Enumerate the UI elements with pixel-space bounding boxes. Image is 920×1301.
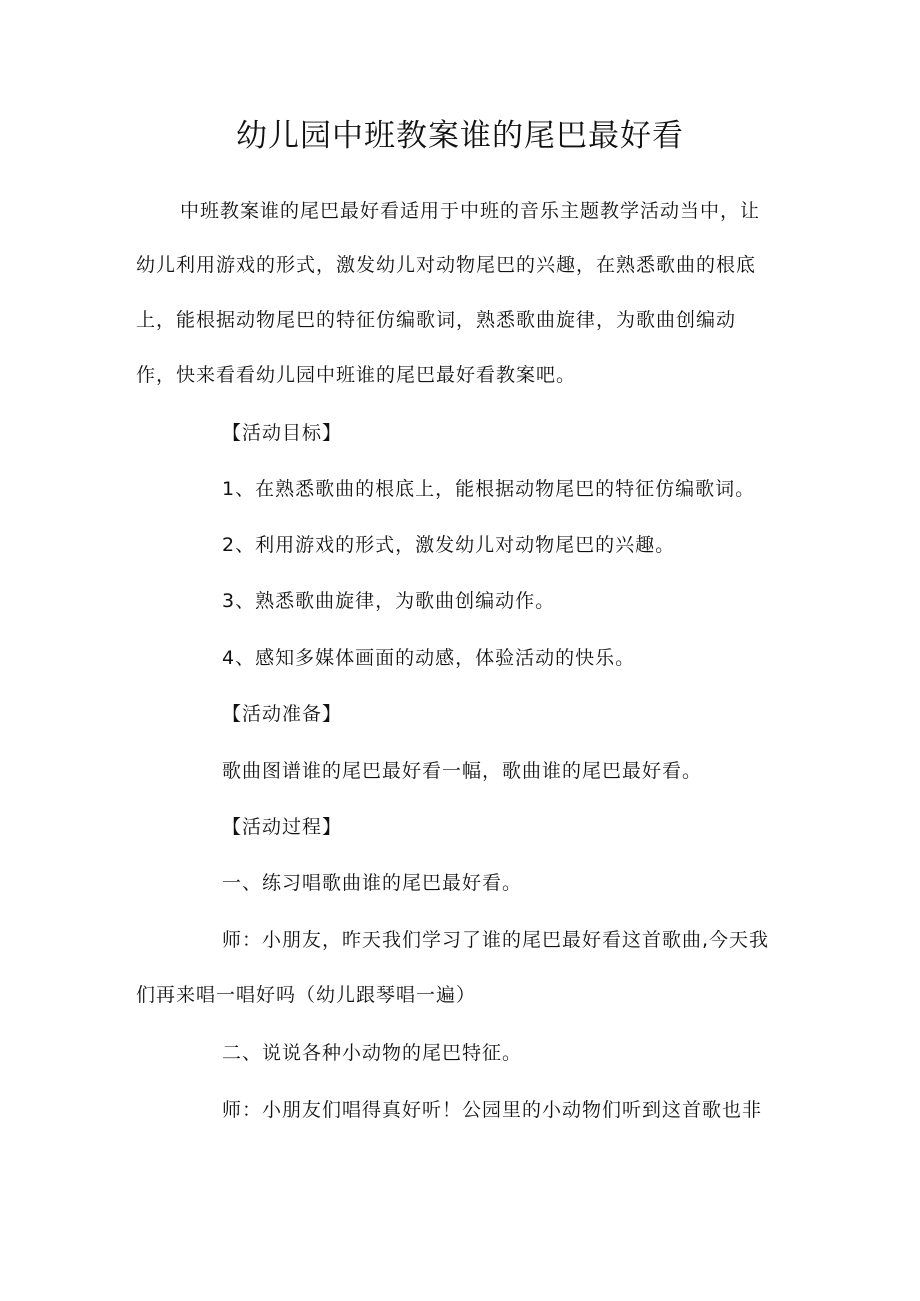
step1-text-line-2: 们再来唱一唱好吗（幼儿跟琴唱一遍） [136, 984, 477, 1006]
goal-item-2: 2、利用游戏的形式，激发幼儿对动物尾巴的兴趣。 [222, 534, 676, 556]
intro-line-1: 中班教案谁的尾巴最好看适用于中班的音乐主题教学活动当中，让 [180, 200, 761, 222]
prep-text: 歌曲图谱谁的尾巴最好看一幅，歌曲谁的尾巴最好看。 [222, 760, 703, 782]
document-title: 幼儿园中班教案谁的尾巴最好看 [236, 118, 684, 154]
step1-text-line-1: 师：小朋友，昨天我们学习了谁的尾巴最好看这首歌曲,今天我 [222, 929, 770, 951]
intro-line-3: 上，能根据动物尾巴的特征仿编歌词，熟悉歌曲旋律，为歌曲创编动 [136, 309, 737, 331]
intro-line-4: 作，快来看看幼儿园中班谁的尾巴最好看教案吧。 [136, 364, 577, 386]
step2-heading: 二、说说各种小动物的尾巴特征。 [222, 1042, 523, 1064]
intro-line-2: 幼儿利用游戏的形式，激发幼儿对动物尾巴的兴趣，在熟悉歌曲的根底 [136, 254, 757, 276]
goal-item-4: 4、感知多媒体画面的动感，体验活动的快乐。 [222, 647, 636, 669]
goal-item-3: 3、熟悉歌曲旋律，为歌曲创编动作。 [222, 590, 556, 612]
goals-heading: 【活动目标】 [222, 422, 343, 444]
goal-item-1: 1、在熟悉歌曲的根底上，能根据动物尾巴的特征仿编歌词。 [222, 478, 756, 500]
step1-heading: 一、练习唱歌曲谁的尾巴最好看。 [222, 872, 523, 894]
step2-text: 师：小朋友们唱得真好听！公园里的小动物们听到这首歌也非 [222, 1099, 763, 1121]
prep-heading: 【活动准备】 [222, 703, 343, 725]
process-heading: 【活动过程】 [222, 816, 343, 838]
